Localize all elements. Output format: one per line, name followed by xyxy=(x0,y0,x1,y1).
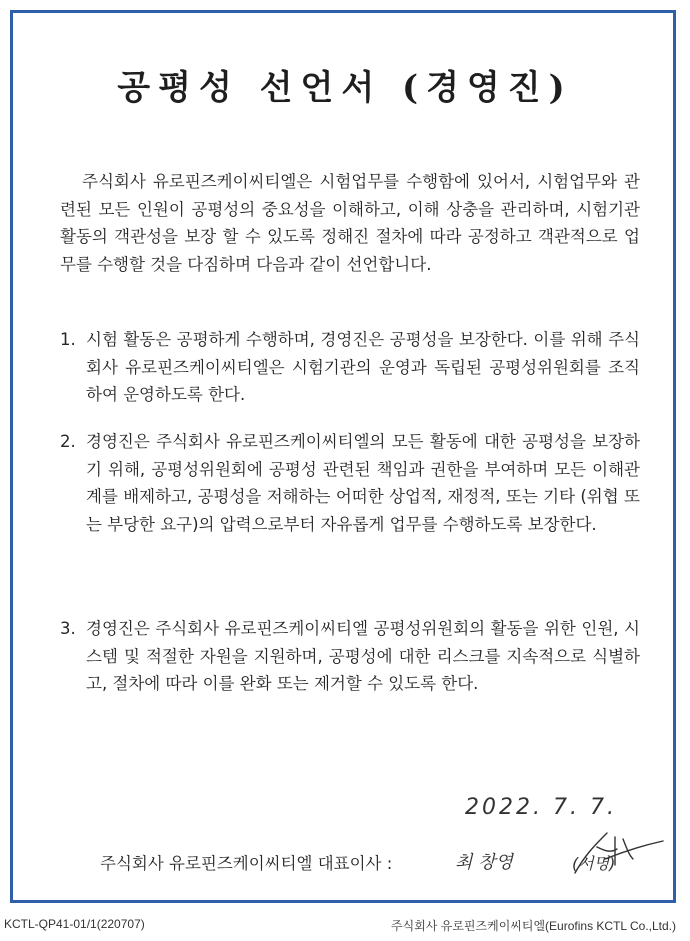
page-title: 공평성 선언서 (경영진) xyxy=(117,68,573,108)
item-text: 시험 활동은 공평하게 수행하며, 경영진은 공평성을 보장한다. 이를 위해 주식회사 유로핀즈케이씨티엘은 시험기관의 운영과 독립된 공평성위원회를 조직하여 운영하도록 한다. xyxy=(86,330,640,404)
intro-paragraph: 주식회사 유로핀즈케이씨티엘은 시험업무를 수행함에 있어서, 시험업무와 관련된 모든 인원이 공평성의 중요성을 이해하고, 이해 상충을 관리하며, 시험기관 활동의 객관성을 보장 할 수 있도록 정해진 절차에 따라 공정하고 객관적으로 업무를 수행할 것을 다짐하며 다음과 같이 선언합니다. xyxy=(60,172,640,274)
signer-title: 주식회사 유로핀즈케이씨티엘 대표이사 : xyxy=(100,854,393,873)
item-number: 2. xyxy=(60,432,76,451)
company-footer: 주식회사 유로핀즈케이씨티엘(Eurofins KCTL Co.,Ltd.) xyxy=(391,919,676,933)
list-item xyxy=(60,615,640,698)
signature-name: 최 창영 xyxy=(455,852,513,873)
document-code: KCTL-QP41-01/1(220707) xyxy=(4,917,145,931)
signature-label: (서명) xyxy=(572,854,616,873)
item-number: 1. xyxy=(60,330,76,349)
item-text: 경영진은 주식회사 유로핀즈케이씨티엘의 모든 활동에 대한 공평성을 보장하기 위해, 공평성위원회에 공평성 관련된 책임과 권한을 부여하며 모든 이해관계를 배제하고, 공평성을 저해하는 어떠한 상업적, 재정적, 또는 기타 (위협 또는 부당한 요구)의 압력으로부터 자유롭게 업무를 수행하도록 보장한다. xyxy=(86,432,640,534)
signature-date: 2022. 7. 7. xyxy=(465,795,617,820)
item-number: 3. xyxy=(60,619,76,638)
list-item xyxy=(60,428,640,538)
list-item xyxy=(60,326,640,409)
item-text: 경영진은 주식회사 유로핀즈케이씨티엘 공평성위원회의 활동을 위한 인원, 시스템 및 적절한 자원을 지원하며, 공평성에 대한 리스크를 지속적으로 식별하고, 절차에 따라 이를 완화 또는 제거할 수 있도록 한다. xyxy=(86,619,640,693)
